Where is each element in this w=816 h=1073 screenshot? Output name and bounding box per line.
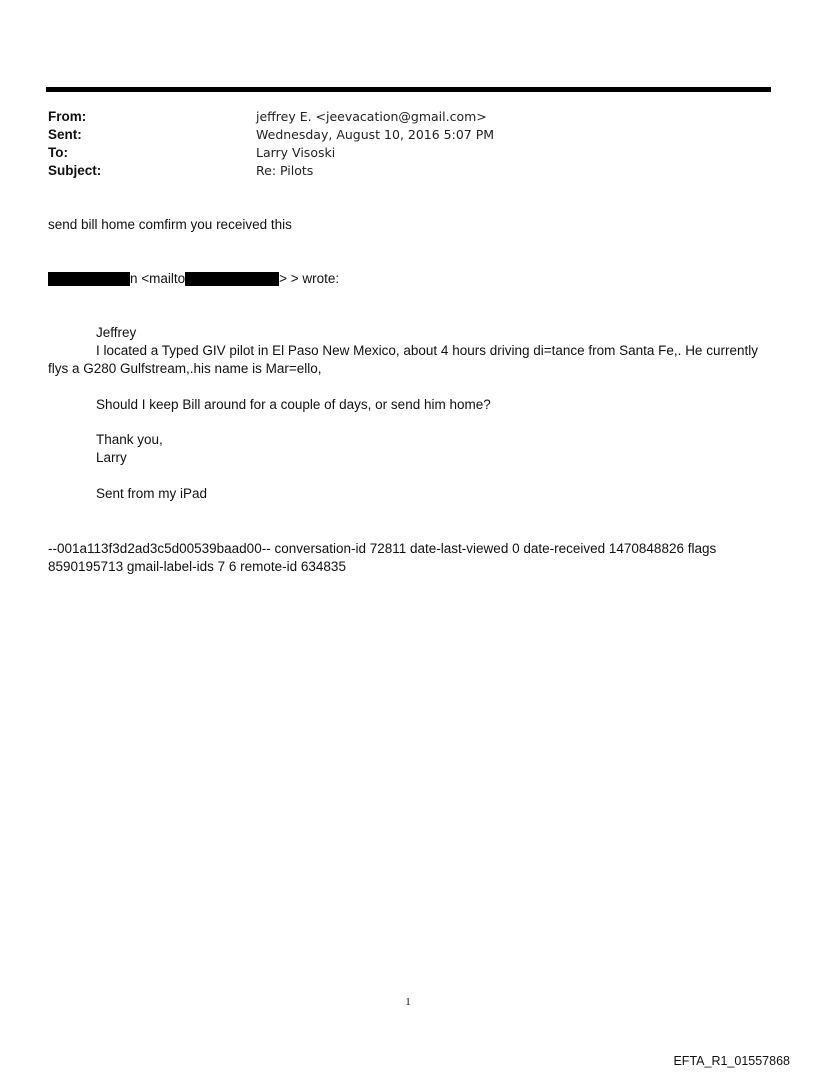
quoted-paragraph-1: I located a Typed GIV pilot in El Paso New Mexico, about 4 hours driving di=tance from Santa Fe,. He currently flys a G280 Gulfstream,.his name is Mar=ello, (48, 343, 758, 376)
quote-intro-mailto: n <mailto (130, 271, 186, 286)
to-row (48, 144, 494, 162)
redaction-block (185, 272, 279, 286)
subject-row (48, 162, 494, 180)
subject-value: Re: Pilots (256, 163, 314, 178)
email-header (48, 108, 494, 180)
from-row (48, 108, 494, 126)
page-number: 1 (405, 996, 411, 1008)
message-metadata: --001a113f3d2ad3c5d00539baad00-- conversation-id 72811 date-last-viewed 0 date-received 1470848826 flags 8590195713 gmail-label-ids 7 6 remote-id 634835 (48, 541, 717, 574)
sent-label: Sent: (48, 127, 82, 142)
reply-text: send bill home comfirm you received this (48, 217, 292, 232)
quoted-greeting: Jeffrey (96, 325, 137, 340)
quoted-closing (48, 431, 758, 466)
quote-intro-wrote: > > wrote: (279, 271, 340, 286)
subject-label: Subject: (48, 163, 102, 178)
to-value: Larry Visoski (256, 145, 336, 160)
closing-text: Thank you, (96, 432, 163, 447)
from-value: jeffrey E. <jeevacation@gmail.com> (256, 109, 487, 124)
to-label: To: (48, 145, 68, 160)
sent-value: Wednesday, August 10, 2016 5:07 PM (256, 127, 495, 142)
redaction-block (48, 272, 130, 286)
sent-row (48, 126, 494, 144)
header-divider (46, 87, 771, 92)
quoted-sent-from: Sent from my iPad (96, 486, 208, 501)
from-label: From: (48, 109, 87, 124)
quoted-paragraph-2: Should I keep Bill around for a couple of days, or send him home? (96, 397, 491, 412)
document-id: EFTA_R1_01557868 (673, 1054, 790, 1068)
signature-text: Larry (96, 449, 127, 465)
quote-intro (48, 270, 339, 288)
